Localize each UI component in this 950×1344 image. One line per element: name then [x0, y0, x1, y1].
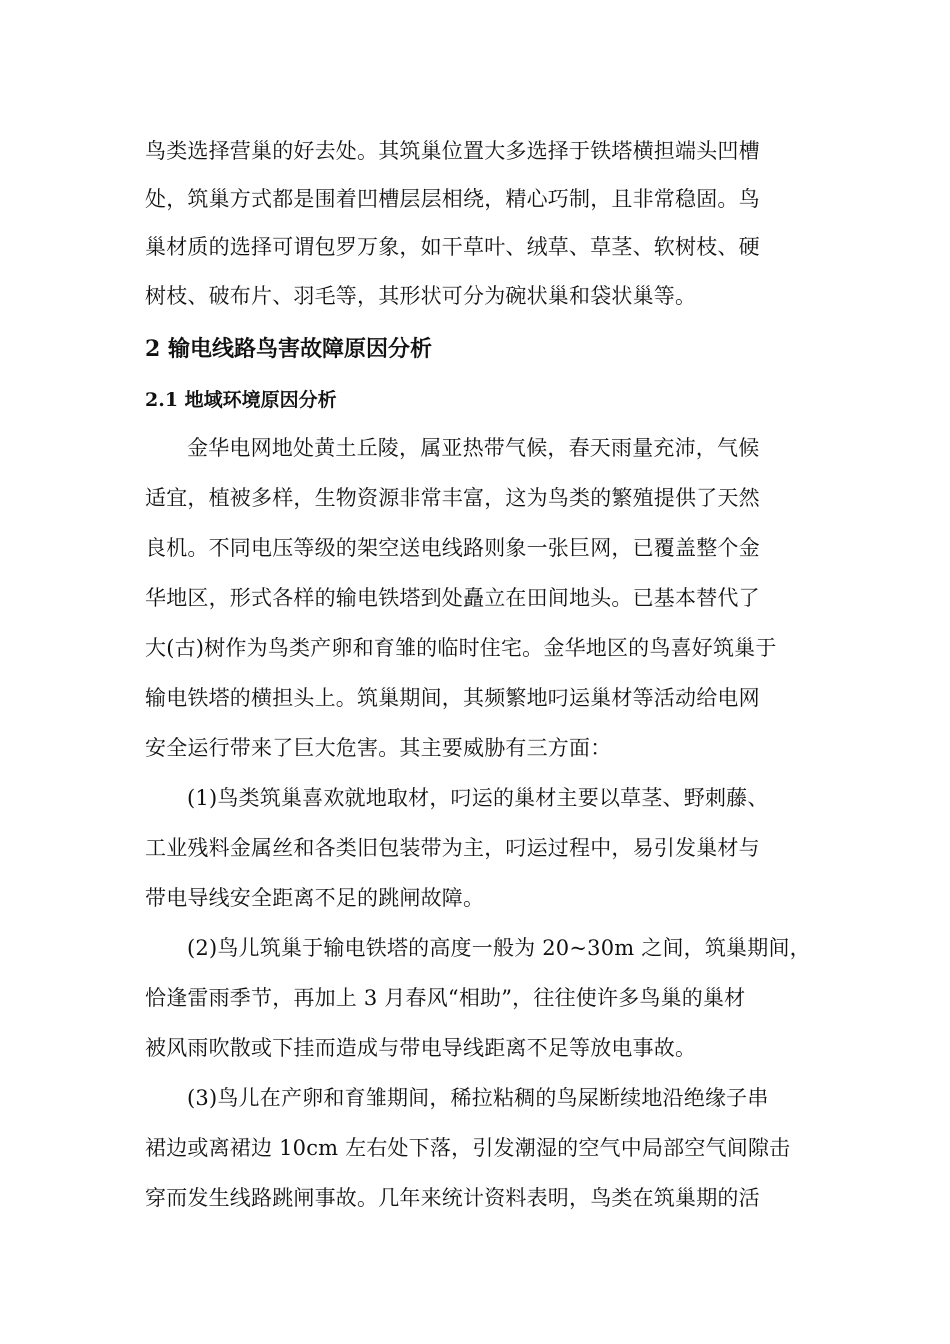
text-line: 金华电网地处黄土丘陵，属亚热带气候，春天雨量充沛，气候: [187, 436, 760, 460]
text-line: 带电导线安全距离不足的跳闸故障。: [145, 886, 485, 910]
text-line: 巢材质的选择可谓包罗万象，如干草叶、绒草、草茎、软树枝、硬: [145, 235, 760, 259]
text-line: 裙边或离裙边 10cm 左右处下落，引发潮湿的空气中局部空气间隙击: [145, 1136, 791, 1160]
text-line: 树枝、破布片、羽毛等，其形状可分为碗状巢和袋状巢等。: [145, 284, 697, 308]
text-line: 工业残料金属丝和各类旧包装带为主，叼运过程中，易引发巢材与: [145, 836, 760, 860]
text-line: 安全运行带来了巨大危害。其主要威胁有三方面：: [145, 736, 612, 760]
text-line: 被风雨吹散或下挂而造成与带电导线距离不足等放电事故。: [145, 1036, 697, 1060]
text-line: 穿而发生线路跳闸事故。几年来统计资料表明，鸟类在筑巢期的活: [145, 1186, 760, 1210]
text-line: 输电铁塔的横担头上。筑巢期间，其频繁地叼运巢材等活动给电网: [145, 686, 760, 710]
text-line: (3)鸟儿在产卵和育雏期间，稀拉粘稠的鸟屎断续地沿绝缘子串: [187, 1086, 769, 1110]
subsection-heading: 2.1 地域环境原因分析: [145, 389, 337, 411]
text-line: (1)鸟类筑巢喜欢就地取材，叼运的巢材主要以草茎、野刺藤、: [187, 786, 769, 810]
text-line: 适宜，植被多样，生物资源非常丰富，这为鸟类的繁殖提供了天然: [145, 486, 760, 510]
text-line: 恰逢雷雨季节，再加上 3 月春风“相助”，往往使许多鸟巢的巢材: [145, 986, 746, 1010]
text-line: 鸟类选择营巢的好去处。其筑巢位置大多选择于铁塔横担端头凹槽: [145, 139, 760, 163]
text-line: 大(古)树作为鸟类产卵和育雏的临时住宅。金华地区的鸟喜好筑巢于: [145, 636, 777, 660]
section-heading: 2 输电线路鸟害故障原因分析: [145, 336, 432, 362]
text-line: 良机。不同电压等级的架空送电线路则象一张巨网，已覆盖整个金: [145, 536, 760, 560]
text-line: 华地区，形式各样的输电铁塔到处矗立在田间地头。已基本替代了: [145, 586, 760, 610]
text-line: (2)鸟儿筑巢于输电铁塔的高度一般为 20~30m 之间，筑巢期间，: [187, 936, 811, 960]
text-line: 处，筑巢方式都是围着凹槽层层相绕，精心巧制，且非常稳固。鸟: [145, 187, 760, 211]
